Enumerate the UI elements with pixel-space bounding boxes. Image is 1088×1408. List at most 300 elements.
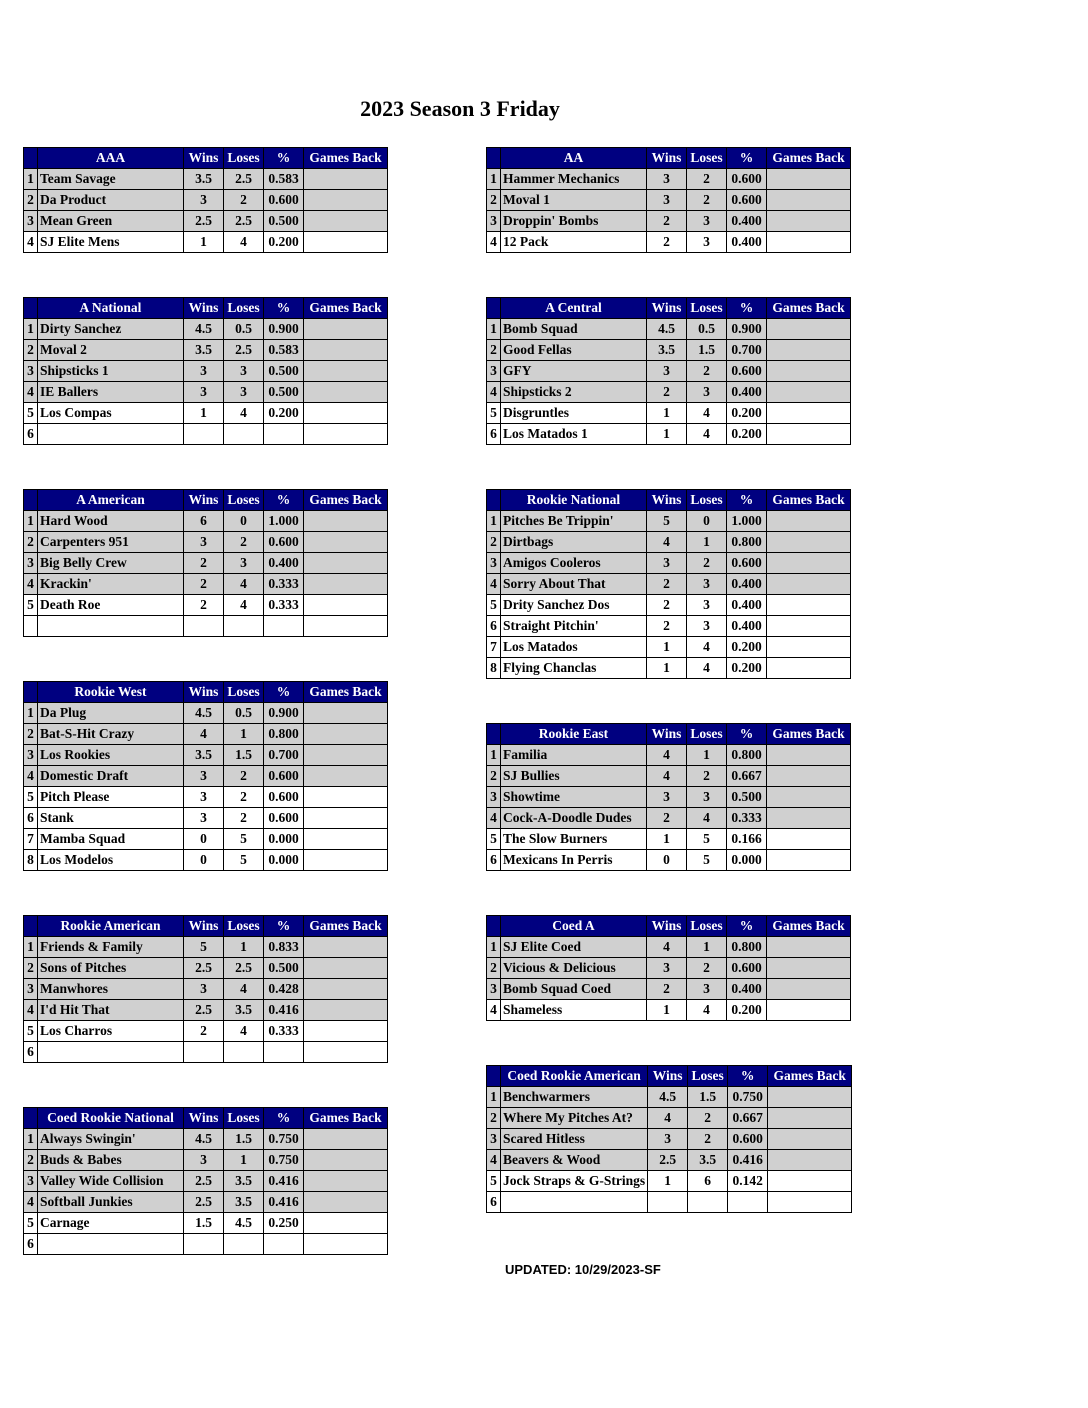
pct-cell: 0.166 [727, 829, 767, 850]
loses-cell: 2 [688, 1129, 728, 1150]
team-name: Always Swingin' [38, 1129, 184, 1150]
team-name: GFY [501, 361, 647, 382]
rank-cell [24, 616, 38, 637]
table-row [24, 1129, 388, 1150]
games-back-cell [767, 361, 851, 382]
loses-cell: 3 [687, 595, 727, 616]
games-back-cell [767, 979, 851, 1000]
loses-cell: 2 [687, 958, 727, 979]
pct-cell: 0.416 [264, 1000, 304, 1021]
rank-cell: 3 [24, 979, 38, 1000]
table-row [487, 850, 851, 871]
pct-cell [264, 1234, 304, 1255]
loses-header: Loses [224, 1108, 264, 1129]
rank-cell: 5 [24, 403, 38, 424]
team-name: Krackin' [38, 574, 184, 595]
wins-cell: 3 [647, 361, 687, 382]
games-back-header: Games Back [768, 1066, 852, 1087]
rank-cell: 3 [487, 787, 501, 808]
team-name: Shipsticks 2 [501, 382, 647, 403]
team-name: Good Fellas [501, 340, 647, 361]
loses-cell [224, 1234, 264, 1255]
loses-cell: 2 [687, 190, 727, 211]
pct-cell: 0.250 [264, 1213, 304, 1234]
team-name: Domestic Draft [38, 766, 184, 787]
team-name: I'd Hit That [38, 1000, 184, 1021]
rank-cell: 1 [24, 703, 38, 724]
games-back-cell [304, 211, 388, 232]
pct-cell: 0.600 [264, 190, 304, 211]
table-row [487, 553, 851, 574]
pct-cell: 0.700 [727, 340, 767, 361]
loses-cell: 3 [687, 382, 727, 403]
team-name: Los Modelos [38, 850, 184, 871]
loses-cell: 0 [224, 511, 264, 532]
games-back-header: Games Back [304, 148, 388, 169]
table-row [487, 658, 851, 679]
pct-cell: 0.500 [727, 787, 767, 808]
pct-cell: 0.400 [264, 553, 304, 574]
table-row [487, 574, 851, 595]
team-name: Mexicans In Perris [501, 850, 647, 871]
rank-cell: 3 [24, 1171, 38, 1192]
table-row [24, 511, 388, 532]
rank-cell: 1 [487, 511, 501, 532]
pct-cell: 0.400 [727, 232, 767, 253]
loses-cell: 3.5 [688, 1150, 728, 1171]
wins-cell: 0 [184, 850, 224, 871]
loses-cell: 2 [224, 532, 264, 553]
team-name: Disgruntles [501, 403, 647, 424]
standings-table-coed-rookie-national [23, 1107, 388, 1255]
loses-cell: 5 [687, 829, 727, 850]
pct-cell: 0.200 [264, 403, 304, 424]
rank-cell: 5 [24, 1213, 38, 1234]
loses-cell [224, 1042, 264, 1063]
pct-cell: 1.000 [727, 511, 767, 532]
loses-cell: 3 [687, 211, 727, 232]
table-header-row [24, 916, 388, 937]
wins-cell: 2.5 [648, 1150, 688, 1171]
rank-cell: 7 [487, 637, 501, 658]
rank-header [487, 916, 501, 937]
rank-cell: 4 [24, 1192, 38, 1213]
table-row [24, 937, 388, 958]
pct-cell: 0.200 [264, 232, 304, 253]
wins-cell: 2 [184, 574, 224, 595]
table-header-row [24, 490, 388, 511]
loses-cell: 2 [687, 361, 727, 382]
standings-table-aaa [23, 147, 388, 253]
pct-cell: 0.800 [264, 724, 304, 745]
wins-cell: 4.5 [184, 1129, 224, 1150]
pct-header: % [264, 1108, 304, 1129]
loses-header: Loses [224, 148, 264, 169]
loses-cell: 4 [224, 403, 264, 424]
wins-cell: 3 [184, 190, 224, 211]
rank-header [24, 298, 38, 319]
team-name: Team Savage [38, 169, 184, 190]
games-back-cell [768, 1171, 852, 1192]
wins-cell: 1.5 [184, 1213, 224, 1234]
team-name: IE Ballers [38, 382, 184, 403]
pct-header: % [727, 490, 767, 511]
wins-cell: 0 [647, 850, 687, 871]
games-back-header: Games Back [767, 490, 851, 511]
wins-cell: 2.5 [184, 1000, 224, 1021]
pct-cell: 0.600 [727, 361, 767, 382]
division-name: AAA [38, 148, 184, 169]
wins-cell: 5 [647, 511, 687, 532]
wins-cell: 2 [184, 1021, 224, 1042]
loses-header: Loses [224, 490, 264, 511]
loses-cell: 5 [224, 850, 264, 871]
wins-header: Wins [647, 148, 687, 169]
team-name: Hammer Mechanics [501, 169, 647, 190]
loses-header: Loses [687, 724, 727, 745]
table-row [487, 1150, 852, 1171]
rank-cell: 5 [487, 595, 501, 616]
games-back-cell [768, 1108, 852, 1129]
games-back-cell [767, 850, 851, 871]
games-back-cell [304, 958, 388, 979]
team-name: Big Belly Crew [38, 553, 184, 574]
wins-cell: 4 [184, 724, 224, 745]
loses-header: Loses [687, 490, 727, 511]
wins-cell [648, 1192, 688, 1213]
games-back-cell [304, 361, 388, 382]
rank-cell: 1 [24, 511, 38, 532]
pct-cell: 0.416 [264, 1171, 304, 1192]
team-name: Carpenters 951 [38, 532, 184, 553]
pct-cell: 0.667 [727, 766, 767, 787]
team-name: Dirtbags [501, 532, 647, 553]
table-header-row [24, 682, 388, 703]
team-name: Moval 1 [501, 190, 647, 211]
pct-cell: 0.600 [264, 808, 304, 829]
table-row [487, 1171, 852, 1192]
games-back-cell [304, 703, 388, 724]
pct-cell: 0.000 [727, 850, 767, 871]
standings-table-aa [486, 147, 851, 253]
wins-header: Wins [184, 148, 224, 169]
division-name: A National [38, 298, 184, 319]
games-back-cell [304, 1042, 388, 1063]
loses-cell: 2 [224, 190, 264, 211]
loses-cell: 4 [687, 1000, 727, 1021]
games-back-cell [304, 1021, 388, 1042]
wins-cell: 2.5 [184, 1171, 224, 1192]
games-back-cell [767, 424, 851, 445]
games-back-cell [767, 595, 851, 616]
team-name: Los Matados 1 [501, 424, 647, 445]
loses-cell: 2 [687, 169, 727, 190]
rank-cell: 5 [487, 829, 501, 850]
wins-cell: 4.5 [184, 319, 224, 340]
games-back-cell [768, 1150, 852, 1171]
loses-header: Loses [687, 148, 727, 169]
table-row [24, 958, 388, 979]
team-name: Friends & Family [38, 937, 184, 958]
team-name [38, 1042, 184, 1063]
rank-cell: 2 [487, 190, 501, 211]
pct-cell: 0.600 [264, 766, 304, 787]
pct-cell: 0.000 [264, 829, 304, 850]
games-back-cell [304, 787, 388, 808]
table-row [24, 403, 388, 424]
loses-cell: 4 [687, 424, 727, 445]
table-header-row [487, 724, 851, 745]
table-row [24, 745, 388, 766]
table-row [24, 616, 388, 637]
team-name: Pitches Be Trippin' [501, 511, 647, 532]
team-name: SJ Elite Mens [38, 232, 184, 253]
table-header-row [487, 916, 851, 937]
table-row [24, 382, 388, 403]
loses-cell: 2 [687, 553, 727, 574]
rank-cell: 1 [24, 1129, 38, 1150]
pct-cell: 0.800 [727, 532, 767, 553]
team-name [38, 616, 184, 637]
rank-cell: 4 [487, 1150, 501, 1171]
games-back-cell [304, 1000, 388, 1021]
pct-cell: 0.600 [728, 1129, 768, 1150]
games-back-cell [768, 1129, 852, 1150]
pct-cell [728, 1192, 768, 1213]
games-back-cell [304, 319, 388, 340]
games-back-header: Games Back [304, 682, 388, 703]
wins-cell: 4 [647, 532, 687, 553]
loses-cell [688, 1192, 728, 1213]
loses-cell: 1.5 [224, 1129, 264, 1150]
rank-cell: 4 [24, 766, 38, 787]
pct-cell: 0.500 [264, 361, 304, 382]
table-row [24, 169, 388, 190]
pct-cell: 0.500 [264, 211, 304, 232]
rank-cell: 5 [24, 787, 38, 808]
table-row [24, 532, 388, 553]
wins-cell: 2 [647, 211, 687, 232]
pct-cell: 0.750 [264, 1150, 304, 1171]
wins-cell: 3 [647, 553, 687, 574]
wins-header: Wins [648, 1066, 688, 1087]
games-back-header: Games Back [767, 724, 851, 745]
wins-cell: 3 [184, 1150, 224, 1171]
pct-header: % [728, 1066, 768, 1087]
wins-cell [184, 1042, 224, 1063]
rank-cell: 2 [24, 1150, 38, 1171]
rank-cell: 2 [24, 190, 38, 211]
team-name [501, 1192, 648, 1213]
pct-header: % [727, 916, 767, 937]
rank-cell: 4 [24, 574, 38, 595]
loses-cell: 3 [224, 553, 264, 574]
rank-cell: 2 [487, 958, 501, 979]
loses-cell: 1 [224, 937, 264, 958]
pct-cell: 0.200 [727, 658, 767, 679]
pct-cell: 0.900 [264, 703, 304, 724]
wins-header: Wins [184, 916, 224, 937]
rank-header [24, 148, 38, 169]
table-row [487, 319, 851, 340]
table-row [24, 1213, 388, 1234]
games-back-cell [767, 937, 851, 958]
rank-cell: 1 [487, 1087, 501, 1108]
loses-cell: 2.5 [224, 169, 264, 190]
pct-cell: 0.600 [727, 958, 767, 979]
wins-cell: 2 [184, 595, 224, 616]
pct-cell: 0.583 [264, 340, 304, 361]
wins-cell: 3.5 [184, 169, 224, 190]
team-name: Los Charros [38, 1021, 184, 1042]
loses-cell: 2.5 [224, 958, 264, 979]
rank-cell: 2 [487, 766, 501, 787]
table-row [487, 361, 851, 382]
rank-header [24, 916, 38, 937]
loses-cell: 0.5 [224, 319, 264, 340]
pct-cell: 0.600 [264, 532, 304, 553]
table-row [24, 1000, 388, 1021]
rank-header [24, 1108, 38, 1129]
team-name: Scared Hitless [501, 1129, 648, 1150]
loses-header: Loses [688, 1066, 728, 1087]
table-row [487, 616, 851, 637]
team-name: Vicious & Delicious [501, 958, 647, 979]
loses-cell: 5 [687, 850, 727, 871]
table-row [487, 808, 851, 829]
games-back-cell [304, 850, 388, 871]
team-name: Stank [38, 808, 184, 829]
games-back-cell [767, 829, 851, 850]
team-name: Softball Junkies [38, 1192, 184, 1213]
loses-cell: 4 [687, 637, 727, 658]
table-row [24, 424, 388, 445]
games-back-cell [304, 745, 388, 766]
wins-cell: 2 [647, 979, 687, 1000]
loses-cell: 4.5 [224, 1213, 264, 1234]
games-back-cell [304, 403, 388, 424]
team-name [38, 1234, 184, 1255]
pct-cell: 0.400 [727, 211, 767, 232]
wins-header: Wins [184, 298, 224, 319]
wins-cell: 1 [647, 637, 687, 658]
table-row [24, 211, 388, 232]
rank-header [487, 298, 501, 319]
rank-cell: 4 [487, 574, 501, 595]
loses-cell: 4 [224, 574, 264, 595]
loses-cell: 1 [687, 745, 727, 766]
loses-cell: 4 [224, 979, 264, 1000]
table-row [487, 1087, 852, 1108]
rank-header [24, 682, 38, 703]
rank-cell: 6 [487, 1192, 501, 1213]
wins-cell: 1 [647, 658, 687, 679]
pct-cell: 0.416 [728, 1150, 768, 1171]
wins-cell: 4.5 [184, 703, 224, 724]
wins-cell: 3 [184, 532, 224, 553]
wins-cell: 3 [184, 808, 224, 829]
pct-cell: 0.833 [264, 937, 304, 958]
table-header-row [24, 148, 388, 169]
games-back-cell [767, 616, 851, 637]
table-row [24, 1234, 388, 1255]
loses-cell: 3 [224, 361, 264, 382]
pct-cell: 0.400 [727, 382, 767, 403]
rank-cell: 4 [487, 808, 501, 829]
team-name: 12 Pack [501, 232, 647, 253]
table-row [24, 595, 388, 616]
wins-cell: 4.5 [648, 1087, 688, 1108]
games-back-cell [767, 169, 851, 190]
standings-table-rookie-east [486, 723, 851, 871]
table-row [24, 1042, 388, 1063]
wins-cell: 2.5 [184, 958, 224, 979]
pct-cell: 0.142 [728, 1171, 768, 1192]
table-row [24, 190, 388, 211]
table-row [487, 169, 851, 190]
pct-cell: 0.000 [264, 850, 304, 871]
loses-cell: 3 [224, 382, 264, 403]
games-back-cell [767, 745, 851, 766]
rank-header [24, 490, 38, 511]
team-name: Pitch Please [38, 787, 184, 808]
rank-cell: 3 [487, 361, 501, 382]
table-header-row [487, 298, 851, 319]
table-row [487, 232, 851, 253]
pct-cell: 0.400 [727, 574, 767, 595]
pct-cell: 0.200 [727, 637, 767, 658]
pct-cell: 0.500 [264, 382, 304, 403]
games-back-cell [304, 616, 388, 637]
team-name: Drity Sanchez Dos [501, 595, 647, 616]
pct-header: % [264, 490, 304, 511]
loses-header: Loses [224, 298, 264, 319]
table-row [487, 958, 851, 979]
rank-header [487, 724, 501, 745]
pct-cell [264, 616, 304, 637]
team-name: Shameless [501, 1000, 647, 1021]
rank-cell: 2 [24, 958, 38, 979]
loses-cell: 3 [687, 574, 727, 595]
games-back-header: Games Back [304, 916, 388, 937]
pct-cell: 0.600 [264, 787, 304, 808]
games-back-cell [304, 424, 388, 445]
standings-table-rookie-west [23, 681, 388, 871]
standings-table-rookie-national [486, 489, 851, 679]
pct-cell: 0.500 [264, 958, 304, 979]
wins-cell: 3 [184, 787, 224, 808]
loses-cell: 0.5 [687, 319, 727, 340]
wins-cell: 2.5 [184, 1192, 224, 1213]
table-row [487, 211, 851, 232]
games-back-cell [304, 511, 388, 532]
wins-cell: 2 [647, 595, 687, 616]
loses-cell: 2.5 [224, 211, 264, 232]
table-row [487, 829, 851, 850]
loses-cell: 4 [224, 595, 264, 616]
team-name: The Slow Burners [501, 829, 647, 850]
table-row [487, 787, 851, 808]
rank-cell: 6 [24, 424, 38, 445]
loses-cell: 2 [224, 808, 264, 829]
pct-header: % [264, 916, 304, 937]
rank-cell: 1 [487, 937, 501, 958]
rank-cell: 6 [487, 850, 501, 871]
rank-cell: 2 [487, 1108, 501, 1129]
loses-cell: 1 [224, 1150, 264, 1171]
team-name: Buds & Babes [38, 1150, 184, 1171]
team-name: Hard Wood [38, 511, 184, 532]
